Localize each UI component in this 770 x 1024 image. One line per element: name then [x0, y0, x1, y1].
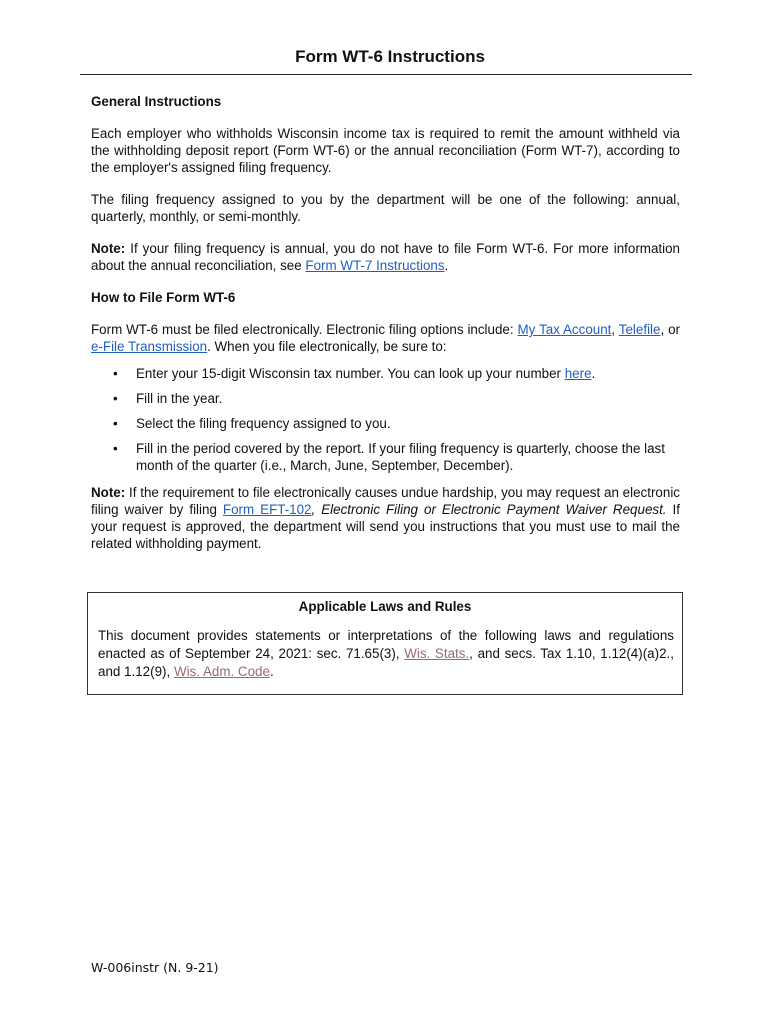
list-item — [91, 440, 680, 474]
general-paragraph-2: The filing frequency assigned to you by the department will be one of the following: annual, quarterly, monthly, or semi-monthly. — [91, 192, 680, 224]
list-item-text: Enter your 15-digit Wisconsin tax number. You can look up your number — [136, 366, 565, 381]
general-paragraph-1: Each employer who withholds Wisconsin income tax is required to remit the amount withheld via the withholding deposit report (Form WT-6) or the annual reconciliation (Form WT-7), according to the employer's assigned filing frequency. — [91, 126, 680, 175]
how-to-text-end: . When you file electronically, be sure to: — [207, 339, 447, 354]
eft-102-link[interactable]: Form EFT-102 — [222, 502, 312, 517]
form-footer-code: W-006instr (N. 9-21) — [91, 960, 219, 975]
note-text: If your filing frequency is annual, you do not have to file Form WT-6. For more information about the annual reconciliation, see — [91, 241, 680, 273]
document-body — [91, 93, 680, 567]
note-label: Note: — [91, 485, 126, 500]
hardship-note — [91, 484, 680, 552]
how-to-paragraph — [91, 321, 680, 355]
how-to-text: Form WT-6 must be filed electronically. Electronic filing options include: — [91, 322, 518, 337]
telefile-link[interactable]: Telefile — [618, 322, 661, 337]
applicable-laws-title: Applicable Laws and Rules — [298, 599, 472, 614]
bullet-icon: • — [113, 441, 118, 456]
general-note — [91, 240, 680, 274]
title-divider — [80, 74, 692, 75]
laws-text: This document provides statements or interpretations of the following laws and regulations enacted as of September 24, 2021: sec. 71.65(3), — [98, 628, 674, 661]
list-item-end: . — [591, 366, 596, 381]
waiver-form-title: , Electronic Filing or Electronic Payment Waiver Request. — [311, 502, 667, 517]
note-end: If your request is approved, the department will send you instructions that you must use to mail the related withholding payment. — [91, 502, 680, 551]
list-item-text: Fill in the year. — [136, 391, 223, 406]
tax-number-lookup-link[interactable]: here — [564, 366, 592, 381]
note-text: If the requirement to file electronically causes undue hardship, you may request an electronic filing waiver by filing — [91, 485, 680, 517]
separator: , — [611, 322, 619, 337]
applicable-laws-text — [98, 627, 674, 681]
wis-stats-link[interactable]: Wis. Stats. — [404, 646, 470, 661]
wt7-instructions-link[interactable]: Form WT-7 Instructions — [305, 258, 445, 273]
laws-text-mid: , and secs. Tax 1.10, 1.12(4)(a)2., and 1.12(9), — [98, 646, 674, 679]
list-item — [91, 390, 680, 407]
note-label: Note: — [91, 241, 126, 256]
filing-steps-list — [91, 365, 680, 474]
bullet-icon: • — [113, 391, 118, 406]
laws-text-end: . — [269, 664, 274, 679]
list-item-text: Fill in the period covered by the report. If your filing frequency is quarterly, choose the last month of the quarter (i.e., March, June, September, December). — [136, 441, 665, 473]
list-item — [91, 365, 680, 382]
note-end: . — [444, 258, 449, 273]
general-instructions-heading: General Instructions — [91, 94, 222, 109]
list-item — [91, 415, 680, 432]
bullet-icon: • — [113, 366, 118, 381]
my-tax-account-link[interactable]: My Tax Account — [517, 322, 612, 337]
wis-adm-code-link[interactable]: Wis. Adm. Code — [173, 664, 270, 679]
applicable-laws-box — [87, 592, 683, 695]
list-item-text: Select the filing frequency assigned to you. — [136, 416, 391, 431]
page-title: Form WT-6 Instructions — [295, 47, 485, 66]
how-to-file-heading: How to File Form WT-6 — [91, 290, 236, 305]
efile-transmission-link[interactable]: e-File Transmission — [91, 339, 208, 354]
separator: , or — [660, 322, 680, 337]
bullet-icon: • — [113, 416, 118, 431]
